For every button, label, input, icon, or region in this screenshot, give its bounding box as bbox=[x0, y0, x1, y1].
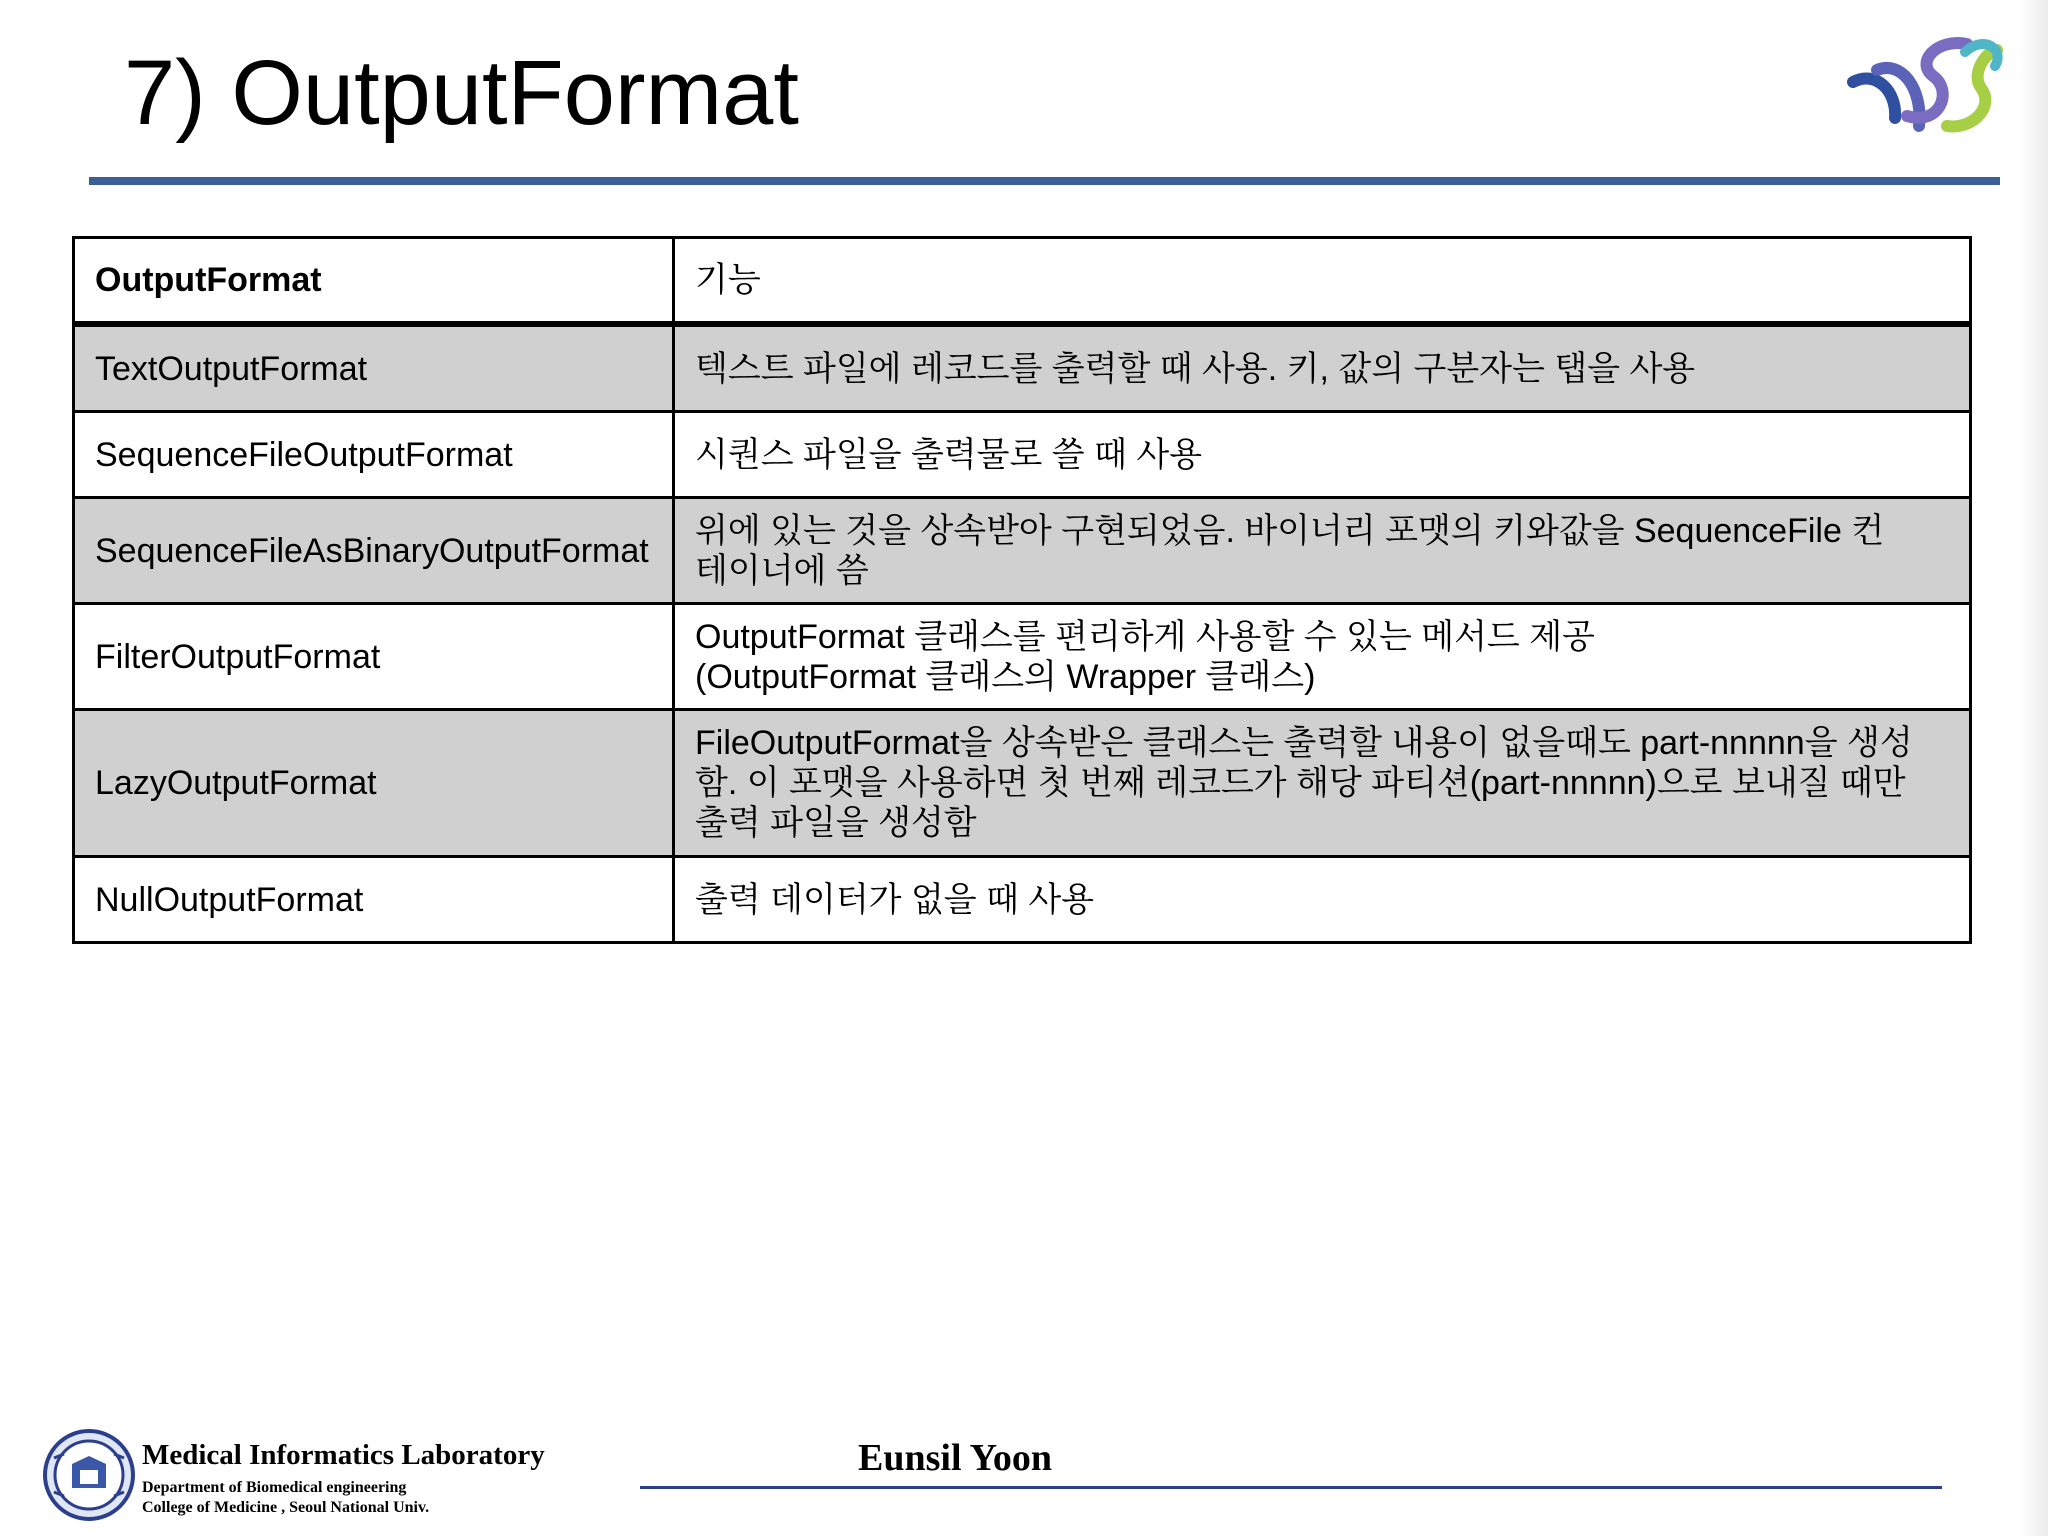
row-description bbox=[674, 604, 1971, 710]
row-format-name: NullOutputFormat bbox=[74, 857, 674, 943]
row-description bbox=[674, 412, 1971, 498]
description-line: 텍스트 파일에 레코드를 출력할 때 사용. 키, 값의 구분자는 탭을 사용 bbox=[695, 349, 1696, 388]
footer-college: College of Medicine , Seoul National Univ. bbox=[142, 1499, 430, 1516]
description-line: 위에 있는 것을 상속받아 구현되었음. 바이너리 포맷의 키와값을 SequenceFile 컨 bbox=[695, 511, 1885, 550]
description-line: 함. 이 포맷을 사용하면 첫 번째 레코드가 해당 파티션(part-nnnnn)으로 보내질 때만 bbox=[695, 764, 1906, 802]
title-divider bbox=[89, 177, 2000, 185]
table-row bbox=[74, 324, 1971, 412]
table-row bbox=[74, 857, 1971, 943]
table-row bbox=[74, 412, 1971, 498]
header-outputformat: OutputFormat bbox=[74, 238, 674, 325]
header-function: 기능 bbox=[674, 238, 1971, 325]
description-line: 테이너에 씀 bbox=[695, 551, 869, 590]
table-header-row bbox=[74, 238, 1971, 325]
footer-lab-name: Medical Informatics Laboratory bbox=[142, 1439, 545, 1471]
row-format-name: SequenceFileOutputFormat bbox=[74, 412, 674, 498]
table-row bbox=[74, 498, 1971, 604]
description-line: FileOutputFormat을 상속받은 클래스는 출력할 내용이 없을때도 part-nnnnn을 생성 bbox=[695, 724, 1913, 762]
footer-author: Eunsil Yoon bbox=[858, 1437, 1052, 1479]
table-row bbox=[74, 710, 1971, 857]
slide-title: 7) OutputFormat bbox=[124, 42, 799, 144]
lab-logo-icon bbox=[1845, 30, 2005, 145]
row-description bbox=[674, 324, 1971, 412]
right-edge-shade bbox=[2020, 0, 2048, 1536]
row-format-name: SequenceFileAsBinaryOutputFormat bbox=[74, 498, 674, 604]
description-line: 시퀀스 파일을 출력물로 쓸 때 사용 bbox=[695, 435, 1203, 474]
description-line: 출력 파일을 생성함 bbox=[695, 804, 977, 842]
row-description bbox=[674, 498, 1971, 604]
table-row bbox=[74, 604, 1971, 710]
footer-department: Department of Biomedical engineering bbox=[142, 1479, 407, 1496]
row-format-name: TextOutputFormat bbox=[74, 324, 674, 412]
row-format-name: FilterOutputFormat bbox=[74, 604, 674, 710]
row-description bbox=[674, 710, 1971, 857]
footer-divider bbox=[640, 1486, 1942, 1489]
output-format-table bbox=[72, 236, 1972, 944]
row-format-name: LazyOutputFormat bbox=[74, 710, 674, 857]
description-line: (OutputFormat 클래스의 Wrapper 클래스) bbox=[695, 657, 1316, 696]
description-line: 출력 데이터가 없을 때 사용 bbox=[695, 880, 1095, 919]
row-description bbox=[674, 857, 1971, 943]
description-line: OutputFormat 클래스를 편리하게 사용할 수 있는 메서드 제공 bbox=[695, 617, 1595, 656]
university-seal-icon bbox=[42, 1428, 136, 1522]
